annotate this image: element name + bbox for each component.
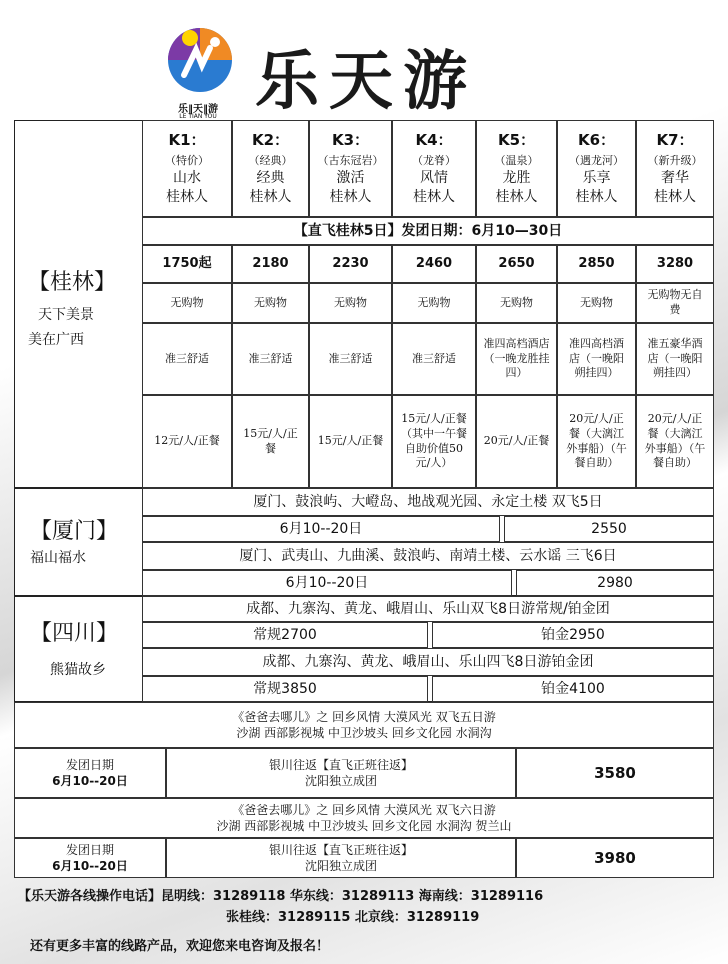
package-price-k4: 2460	[392, 245, 476, 283]
brand-title: 乐天游	[255, 45, 477, 119]
package-type: （龙脊）	[412, 154, 456, 168]
package-header-k2	[232, 120, 309, 217]
package-code: K6：	[577, 131, 616, 150]
package-meal-k6: 20元/人/正餐（大漓江外事船）（午餐自助）	[557, 395, 636, 488]
package-header-k3	[309, 120, 392, 217]
ningxia-1-route1: 银川往返【直飞正班往返】	[268, 757, 413, 772]
footer-phones-2: 张桂线：31289115 北京线：31289119	[226, 910, 480, 925]
guilin-region: 【桂林】	[28, 270, 117, 296]
package-code: K2：	[251, 131, 290, 150]
xiamen-region-panel	[30, 514, 118, 567]
ningxia-2-intro	[14, 798, 714, 838]
package-subtitle: 桂林人	[413, 189, 455, 206]
package-meal-k2: 15元/人/正餐	[232, 395, 309, 488]
package-header-k1	[142, 120, 232, 217]
package-meal-k4: 15元/人/正餐（其中一午餐自助价值50元/人）	[392, 395, 476, 488]
ningxia-2-route2: 沈阳独立成团	[304, 859, 377, 873]
sichuan-platinum-2: 铂金4100	[432, 676, 714, 702]
package-name: 山水	[173, 170, 201, 187]
xiamen-route-2: 厦门、武夷山、九曲溪、鼓浪屿、南靖土楼、云水谣 三飞6日	[142, 542, 714, 570]
package-meal-k5: 20元/人/正餐	[476, 395, 557, 488]
package-price-k5: 2650	[476, 245, 557, 283]
package-shopping-k5: 无购物	[476, 283, 557, 323]
package-shopping-k3: 无购物	[309, 283, 392, 323]
logo-icon	[160, 20, 236, 100]
package-subtitle: 桂林人	[575, 189, 618, 206]
ningxia-2-price: 3980	[516, 838, 714, 878]
package-hotel-k6: 准四高档酒店（一晚阳朔挂四）	[557, 323, 636, 395]
xiamen-date-2: 6月10--20日	[142, 570, 512, 596]
package-type: （新升级）	[647, 154, 703, 168]
xiamen-date-1: 6月10--20日	[142, 516, 500, 542]
ningxia-1-intro	[14, 702, 714, 748]
package-name: 奢华	[661, 170, 689, 187]
ningxia-1-line2: 沙湖 西部影视城 中卫沙坡头 回乡文化园 水洞沟	[236, 726, 492, 740]
ningxia-1-date-cell	[14, 748, 166, 798]
package-header-k6	[557, 120, 636, 217]
guilin-region-panel	[14, 120, 142, 488]
xiamen-region: 【厦门】	[30, 519, 119, 544]
package-name: 风情	[420, 170, 448, 187]
package-meal-k7: 20元/人/正餐（大漓江外事船）（午餐自助）	[636, 395, 714, 488]
package-hotel-k3: 准三舒适	[309, 323, 392, 395]
footer-phones-1: 【乐天游各线操作电话】昆明线：31289118 华东线：31289113 海南线：31289116	[18, 889, 544, 904]
ningxia-2-line2: 沙湖 西部影视城 中卫沙坡头 回乡文化园 水洞沟 贺兰山	[216, 819, 512, 833]
sichuan-route-1: 成都、九寨沟、黄龙、峨眉山、乐山双飞8日游常规/铂金团	[142, 596, 714, 622]
xiamen-slogan: 福山福水	[30, 550, 86, 566]
package-code: K7：	[656, 131, 694, 150]
ningxia-1-line1: 《爸爸去哪儿》之 回乡风情 大漠风光 双飞五日游	[232, 709, 496, 724]
package-code: K4：	[415, 131, 453, 150]
logo-text: 乐‖天‖游	[178, 104, 218, 115]
package-subtitle: 桂林人	[166, 189, 208, 206]
xiamen-route-1: 厦门、鼓浪屿、大嶝岛、地战观光园、永定土楼 双飞5日	[142, 488, 714, 516]
xiamen-price-2: 2980	[516, 570, 714, 596]
package-price-k3: 2230	[309, 245, 392, 283]
package-header-k4	[392, 120, 476, 217]
ningxia-1-route-cell	[166, 748, 516, 798]
package-subtitle: 桂林人	[249, 189, 292, 206]
sichuan-regular-1: 常规2700	[142, 622, 428, 648]
ningxia-2-date: 6月10--20日	[52, 859, 128, 873]
footer-note: 还有更多丰富的线路产品，欢迎您来电咨询及报名！	[30, 939, 330, 954]
package-shopping-k1: 无购物	[142, 283, 232, 323]
ningxia-1-route2: 沈阳独立成团	[304, 774, 377, 788]
package-subtitle: 桂林人	[654, 189, 696, 206]
logo	[160, 20, 236, 120]
package-hotel-k4: 准三舒适	[392, 323, 476, 395]
sichuan-slogan: 熊猫故乡	[50, 662, 106, 678]
package-shopping-k4: 无购物	[392, 283, 476, 323]
logo-pinyin: LE TIAN YOU	[179, 113, 217, 120]
package-price-k1: 1750起	[142, 245, 232, 283]
guilin-slogan-1: 天下美景	[38, 306, 94, 323]
package-price-k2: 2180	[232, 245, 309, 283]
ningxia-1-date: 6月10--20日	[52, 774, 128, 788]
package-shopping-k7: 无购物无自费	[636, 283, 714, 323]
package-header-k5	[476, 120, 557, 217]
package-shopping-k2: 无购物	[232, 283, 309, 323]
package-type: （古东冠岩）	[317, 154, 384, 168]
sichuan-region: 【四川】	[30, 621, 119, 646]
package-type: （温泉）	[494, 154, 539, 168]
xiamen-price-1: 2550	[504, 516, 714, 542]
ningxia-2-route1: 银川往返【直飞正班往返】	[268, 842, 413, 857]
package-hotel-k1: 准三舒适	[142, 323, 232, 395]
package-hotel-k7: 准五豪华酒店（一晚阳朔挂四）	[636, 323, 714, 395]
package-meal-k1: 12元/人/正餐	[142, 395, 232, 488]
package-shopping-k6: 无购物	[557, 283, 636, 323]
package-subtitle: 桂林人	[495, 189, 538, 206]
ningxia-1-price: 3580	[516, 748, 714, 798]
package-header-k7	[636, 120, 714, 217]
package-type: （经典）	[248, 154, 293, 168]
package-hotel-k5: 准四高档酒店（一晚龙胜挂四）	[476, 323, 557, 395]
ningxia-2-line1: 《爸爸去哪儿》之 回乡风情 大漠风光 双飞六日游	[232, 802, 496, 817]
package-price-k7: 3280	[636, 245, 714, 283]
ningxia-2-date-cell	[14, 838, 166, 878]
package-name: 经典	[256, 170, 285, 187]
package-code: K5：	[497, 131, 536, 150]
package-type: （特价）	[165, 154, 209, 168]
package-price-k6: 2850	[557, 245, 636, 283]
sichuan-platinum-1: 铂金2950	[432, 622, 714, 648]
package-code: K3：	[331, 131, 370, 150]
ningxia-2-date-label: 发团日期	[65, 842, 114, 857]
package-name: 乐享	[582, 170, 611, 187]
package-subtitle: 桂林人	[329, 189, 372, 206]
guilin-departure: 【直飞桂林5日】发团日期：6月10—30日	[142, 217, 714, 245]
package-hotel-k2: 准三舒适	[232, 323, 309, 395]
sichuan-regular-2: 常规3850	[142, 676, 428, 702]
package-meal-k3: 15元/人/正餐	[309, 395, 392, 488]
guilin-slogan-2: 美在广西	[28, 331, 84, 348]
package-name: 龙胜	[502, 170, 531, 187]
ningxia-2-route-cell	[166, 838, 516, 878]
ningxia-1-date-label: 发团日期	[65, 757, 114, 772]
sichuan-region-panel	[30, 616, 118, 679]
package-name: 激活	[336, 170, 365, 187]
sichuan-route-2: 成都、九寨沟、黄龙、峨眉山、乐山四飞8日游铂金团	[142, 648, 714, 676]
package-code: K1：	[168, 131, 206, 150]
package-type: （遇龙河）	[569, 154, 624, 168]
